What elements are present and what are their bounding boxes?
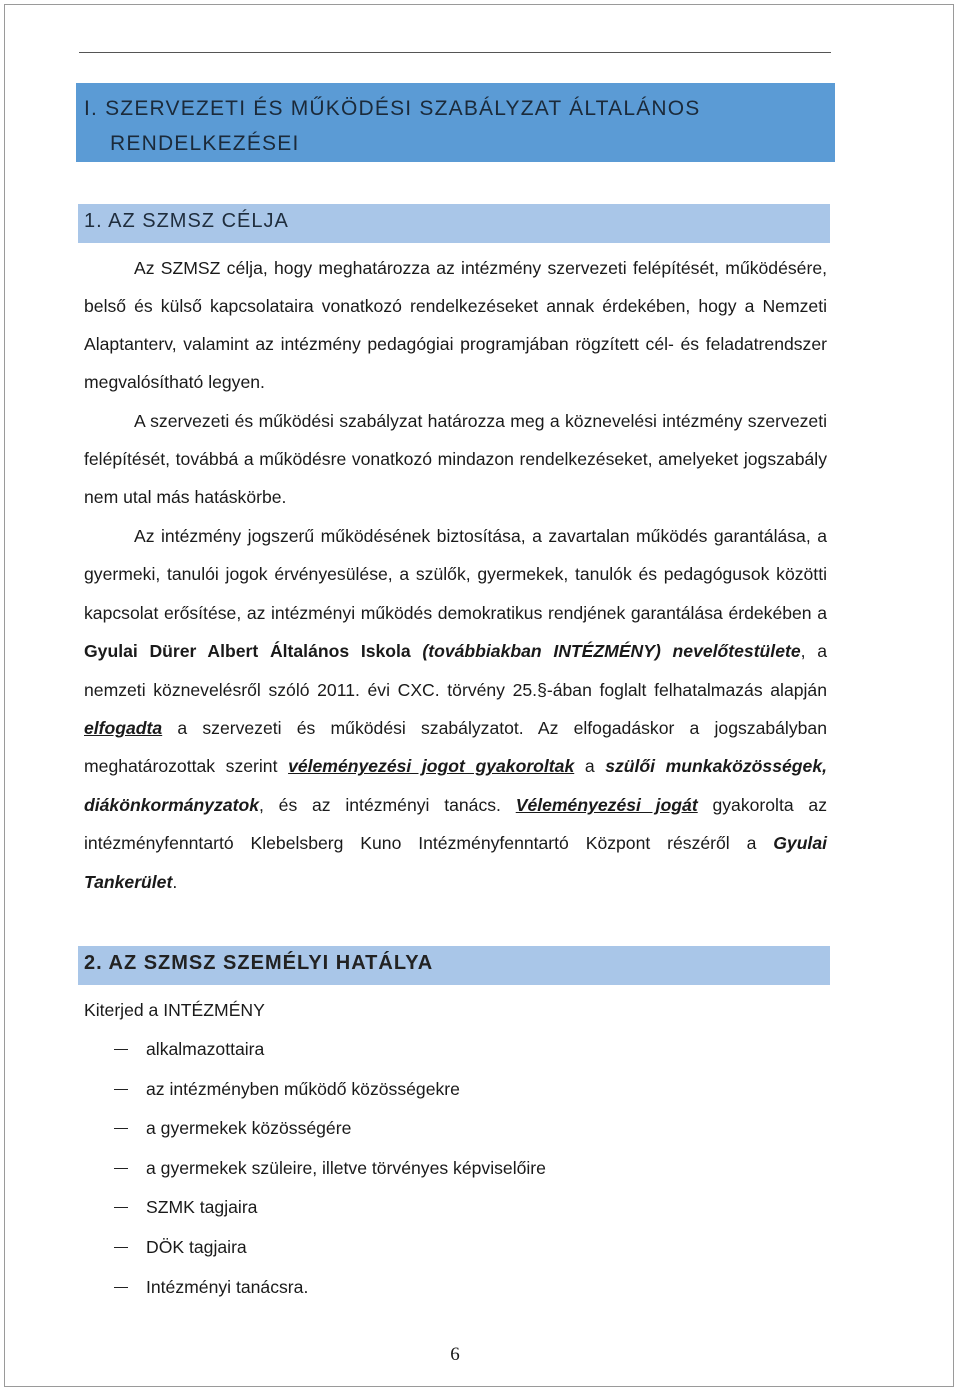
header-rule <box>79 52 831 53</box>
list-item-text: Intézményi tanácsra. <box>146 1276 309 1297</box>
chapter-heading <box>76 83 835 162</box>
paragraph1-text: Az SZMSZ célja, hogy meghatározza az intézmény szervezeti felépítését, működésére, belső és külső kapcsolataira vonatkozó rendelkezéseket annak érdekében, hogy a Nemzeti Alaptanterv, valamint az intézmény pedagógiai programjában rögzített cél- és feladatrendszer megvalósítható legyen. <box>84 258 827 392</box>
chapter-title-line1: I. SZERVEZETI ÉS MŰKÖDÉSI SZABÁLYZAT ÁLTALÁNOS <box>84 97 701 120</box>
list-item <box>84 1155 546 1195</box>
p3-text-4: a szervezeti és működési szabályzatot. Az elfogadáskor a jogszabályban meghatározottak szerint <box>84 718 827 777</box>
list-item-text: DÖK tagjaira <box>146 1236 247 1257</box>
section2-heading <box>78 943 830 985</box>
student-government: diákönkormányzatok <box>84 794 260 815</box>
staff-name: (továbbiakban INTÉZMÉNY) nevelőtestülete <box>422 641 801 662</box>
district-name: Gyulai Tankerület <box>84 833 827 892</box>
section1-paragraph3 <box>84 517 827 901</box>
p3-text-8: gyakorolta az intézményfenntartó Klebelsberg Kuno Intézményfenntartó Központ részéről a <box>84 794 827 854</box>
dash-bullet-icon <box>114 1089 128 1090</box>
dash-bullet-icon <box>114 1128 128 1129</box>
section1-heading <box>78 201 830 243</box>
list-item <box>84 1115 546 1155</box>
list-item <box>84 1274 546 1314</box>
list-item <box>84 1036 546 1076</box>
chapter-title-line2: RENDELKEZÉSEI <box>110 132 300 155</box>
p3-text-5: a <box>574 756 606 777</box>
p3-text-3: , a nemzeti köznevelésről szóló 2011. évi CXC. törvény 25.§-ában foglalt felhatalmazás alapján <box>84 641 827 700</box>
opinion-right-phrase: véleményezési jogot gyakoroltak <box>288 756 575 777</box>
list-item-text: az intézményben működő közösségekre <box>146 1078 460 1099</box>
dash-bullet-icon <box>114 1287 128 1288</box>
adopted-word: elfogadta <box>84 718 163 739</box>
list-item <box>84 1194 546 1234</box>
section1-paragraph1 <box>84 249 827 401</box>
dash-bullet-icon <box>114 1049 128 1050</box>
section2-title: 2. AZ SZMSZ SZEMÉLYI HATÁLYA <box>84 952 434 974</box>
section1-paragraph2 <box>84 402 827 516</box>
dash-bullet-icon <box>114 1168 128 1169</box>
page-number: 6 <box>450 1344 460 1365</box>
p3-text-7: , és az intézményi tanács. <box>259 794 516 815</box>
list-item-text: SZMK tagjaira <box>146 1197 258 1218</box>
p3-text-9: . <box>172 871 178 892</box>
p3-text-2 <box>411 641 423 661</box>
scope-list <box>84 1036 546 1313</box>
list-item <box>84 1076 546 1116</box>
list-item-text: a gyermekek közösségére <box>146 1118 352 1139</box>
list-item-text: a gyermekek szüleire, illetve törvényes képviselőire <box>146 1157 546 1178</box>
paragraph2-text: A szervezeti és működési szabályzat határozza meg a köznevelési intézmény szervezeti felépítését, továbbá a működésre vonatkozó mindazon rendelkezéseket, amelyeket jogszabály nem utal más hatáskörbe. <box>84 411 827 507</box>
section1-title: 1. AZ SZMSZ CÉLJA <box>84 210 289 232</box>
school-name: Gyulai Dürer Albert Általános Iskola <box>84 641 411 662</box>
scope-intro: Kiterjed a INTÉZMÉNY <box>84 1000 265 1020</box>
opinion-right-phrase-2: Véleményezési jogát <box>515 794 698 815</box>
p3-text-1: Az intézmény jogszerű működésének biztosítása, a zavartalan működés garantálása, a gyermeki, tanulói jogok érvényesülése, a szülők, gyermekek, tanulók és pedagógusok közötti kapcsolat erősítése, az intézményi működés demokratikus rendjének garantálása érdekében a <box>84 526 827 623</box>
list-item <box>84 1234 546 1274</box>
parents-community: szülői munkaközösségek, <box>605 756 827 777</box>
dash-bullet-icon <box>114 1247 128 1248</box>
list-item-text: alkalmazottaira <box>146 1039 265 1059</box>
dash-bullet-icon <box>114 1207 128 1208</box>
